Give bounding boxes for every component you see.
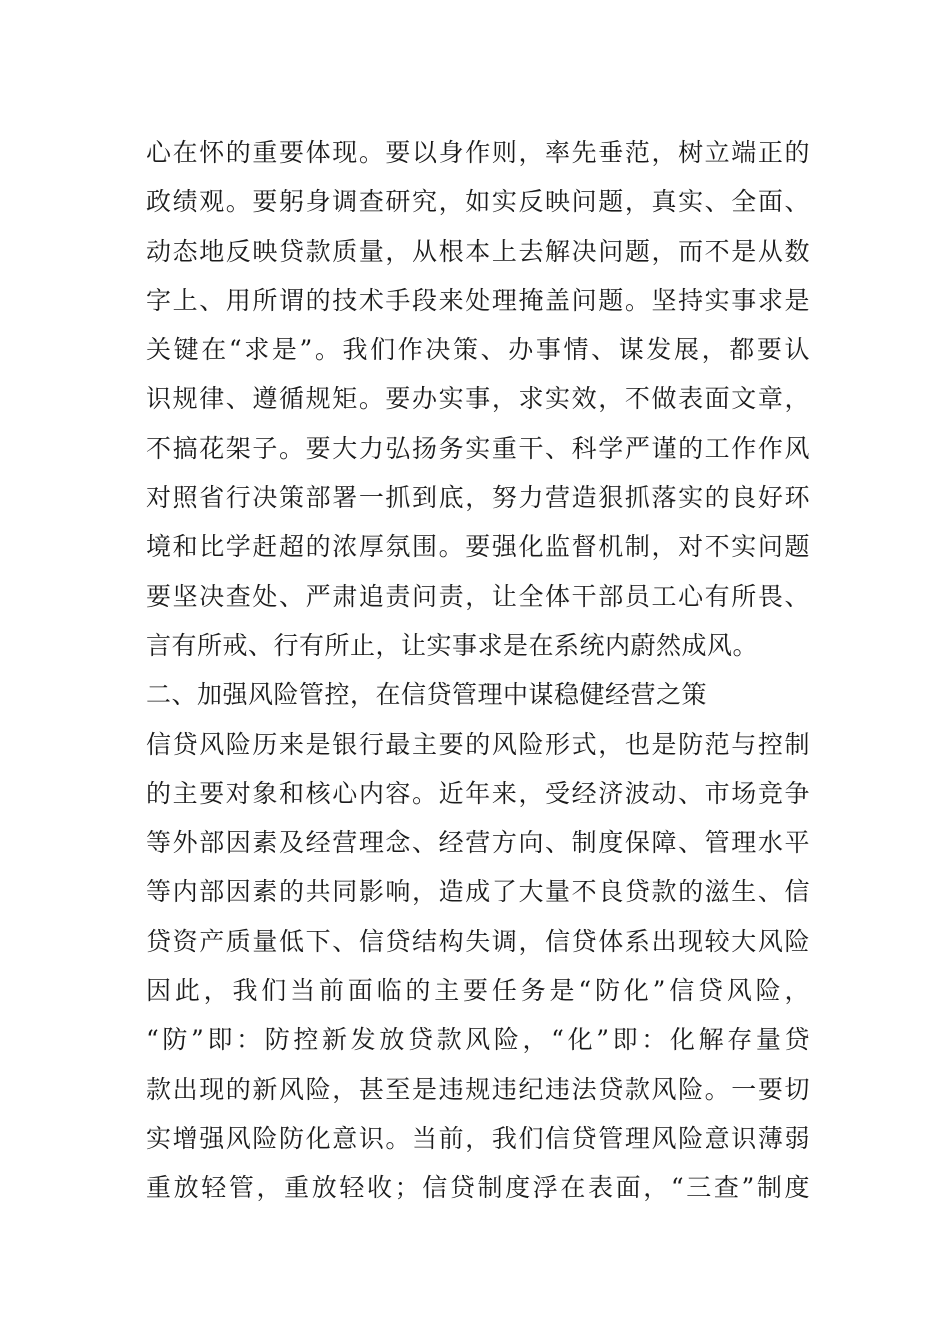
text-line: 要坚决查处、严肃追责问责，让全体干部员工心有所畏、 — [146, 581, 810, 611]
text-line: 因此，我们当前面临的主要任务是“防化”信贷风险， — [146, 976, 810, 1006]
text-line: 识规律、遵循规矩。要办实事，求实效，不做表面文章， — [146, 384, 810, 414]
text-line: “防”即：防控新发放贷款风险，“化”即：化解存量贷 — [146, 1025, 810, 1055]
text-line: 关键在“求是”。我们作决策、办事情、谋发展，都要认 — [146, 335, 810, 365]
text-line: 动态地反映贷款质量，从根本上去解决问题，而不是从数 — [146, 236, 810, 266]
text-line: 的主要对象和核心内容。近年来，受经济波动、市场竞争 — [146, 778, 810, 808]
text-line: 不搞花架子。要大力弘扬务实重干、科学严谨的工作作风 — [146, 433, 810, 463]
text-line: 心在怀的重要体现。要以身作则，率先垂范，树立端正的 — [146, 138, 810, 167]
section-heading: 二、加强风险管控，在信贷管理中谋稳健经营之策 — [146, 680, 708, 710]
text-line: 境和比学赶超的浓厚氛围。要强化监督机制，对不实问题 — [146, 532, 810, 562]
text-line: 等外部因素及经营理念、经营方向、制度保障、管理水平 — [146, 828, 810, 858]
text-line: 信贷风险历来是银行最主要的风险形式，也是防范与控制 — [146, 729, 810, 759]
text-line: 贷资产质量低下、信贷结构失调，信贷体系出现较大风险 — [146, 926, 810, 956]
text-line: 对照省行决策部署一抓到底，努力营造狠抓落实的良好环 — [146, 483, 810, 513]
text-line: 言有所戒、行有所止，让实事求是在系统内蔚然成风。 — [146, 630, 759, 660]
document-body — [146, 128, 810, 1213]
text-line: 等内部因素的共同影响，造成了大量不良贷款的滋生、信 — [146, 877, 810, 907]
text-line: 字上、用所谓的技术手段来处理掩盖问题。坚持实事求是 — [146, 285, 810, 315]
text-line: 政绩观。要躬身调查研究，如实反映问题，真实、全面、 — [146, 187, 810, 217]
text-line: 实增强风险防化意识。当前，我们信贷管理风险意识薄弱 — [146, 1123, 810, 1153]
text-line: 重放轻管，重放轻收；信贷制度浮在表面，“三查”制度 — [146, 1173, 810, 1203]
text-line: 款出现的新风险，甚至是违规违纪违法贷款风险。一要切 — [146, 1074, 810, 1104]
